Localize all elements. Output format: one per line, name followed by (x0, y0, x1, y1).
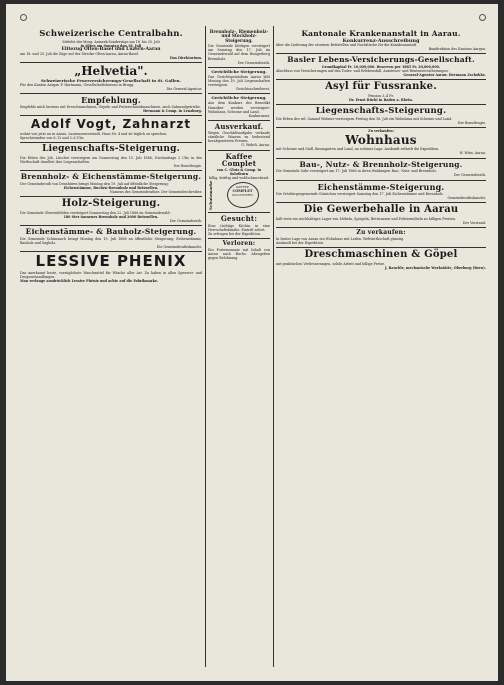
ad-body: Dr. Ernst Büchi in Baden a. Rhein. (349, 97, 413, 102)
coffee-stamp-logo (227, 182, 259, 208)
ad-body: Aus dem Konkurs des Benedikt Hunziker werden versteigert: Wohnhaus, Scheune und Land. (208, 101, 270, 114)
ad-title: Ausverkauf. (214, 121, 264, 131)
ad-brennholz (20, 171, 202, 197)
ad-body: wohnt von jetzt an in Aarau, Laurenzenvorstadt, Haus Nr. 4 und ist täglich zu sprechen. (20, 132, 168, 137)
ad-zahnarzt (20, 116, 202, 143)
ad-title: Adolf Vogt, Zahnarzt (30, 117, 192, 132)
ad-body: 180 Ster tannenes Brennholz und 2000 Reiswellen. (63, 214, 159, 219)
column-middle (208, 28, 270, 667)
ad-signature: Gemeinderathskanzlei. (447, 196, 486, 201)
ad-body: Die Gemeinde Suhr versteigert am 17. Juli 1886 in ihren Waldungen Bau-, Nutz- und Brennholz. (276, 169, 437, 174)
ad-gerichtlich-1 (208, 68, 270, 95)
ad-subtitle: Konkurrenz-Ausschreibung (342, 37, 420, 44)
ad-ausverkauf (208, 121, 270, 151)
column-left (20, 28, 202, 667)
ad-body: über die Lieferung der eisernen Bettstellen und Nachttische für die Krankenanstalt. (276, 42, 418, 47)
ad-title: Gerichtliche Steigerung. (211, 68, 267, 74)
ad-body: Empfehle mich bestens mit Dreschmaschinen, Göpeln und Futterschneidmaschinen, auch Zahnradgetriebe. (20, 105, 201, 110)
page-header-strip (20, 12, 486, 22)
stamp-main-text: COMPLET (232, 189, 253, 194)
ad-body: Grundkapital Fr. 10,000,000. Reserven per 1885 Fr. 20,000,000. (321, 64, 441, 69)
ad-signature: G. Wehrli, Aarau. (241, 143, 270, 148)
trademark-block (215, 180, 270, 210)
ad-title: Brennholz- & Eichenstämme-Steigerung. (20, 171, 202, 181)
ad-wohnhaus (276, 128, 486, 159)
ad-eichen-2 (276, 181, 486, 204)
ad-signature: Namens des Gemeinderathes: Der Gemeindeschreiber. (110, 189, 202, 194)
ad-title: Liegenschafts-Steigerung. (315, 105, 447, 116)
ad-title: Wohnhaus (345, 132, 417, 147)
ad-signature: J. Rauchle, mechanische Werkstätte, Oberburg (Bern). (385, 265, 486, 270)
ad-body: hält stets ein reichhaltiges Lager von Möbeln, Spiegeln, Bettwaaren und Polstermöbeln zu billigen Preisen. (276, 216, 456, 221)
ad-body: Eichenstämme, Buchen-Brennholz und Reiswellen. (63, 185, 159, 190)
ad-gerichtlich-2 (208, 94, 270, 121)
ad-body: Die Gemeinde Küttigen versteigert am Samstag den 17. Juli im Gemeindewald auf dem Hungerberg Brennholz. (208, 44, 270, 61)
ad-kaffee-complet (208, 151, 270, 214)
ad-body: Abschluss von Versicherungen auf den Todes- und Erlebensfall, Aussteuer- und Rentenversicherungen. (276, 68, 449, 73)
ad-title: Schweizerische Centralbahn. (39, 29, 183, 39)
ad-signature: Der Gemeinderath. (169, 218, 202, 223)
ad-liegenschaft-2 (276, 105, 486, 128)
ad-title: Zu verkaufen: (356, 228, 406, 236)
ad-gesucht (208, 213, 270, 239)
ad-signature: Der Gemeinderath. (237, 60, 270, 65)
ad-asyl (276, 80, 486, 105)
ad-holz (20, 197, 202, 226)
ad-signature: Der Beauftragte. (173, 163, 202, 168)
ad-title: Holz-Steigerung. (61, 198, 161, 210)
ad-signature: Gerichtsschreiberei. (235, 87, 270, 92)
ad-prefix: Zu verkaufen: (368, 128, 394, 133)
ad-title: Empfehlung. (81, 94, 141, 105)
ad-body: mit praktischen Verbesserungen, solide Arbeit und billige Preise. (276, 261, 386, 266)
ad-centralbahn (20, 28, 202, 63)
ad-subtitle: Schweizerische Feuerversicherungs-Gesellschaft in St. Gallen. (41, 77, 181, 83)
ad-liegenschaft (20, 143, 202, 171)
ad-verloren (208, 239, 270, 263)
newspaper-page (6, 4, 498, 681)
ad-body: In bester Lage von Aarau ein Wohnhaus mit Laden. Weltwirthschaft günstig. (276, 237, 405, 242)
ad-title: LESSIVE PHENIX (35, 251, 187, 270)
ad-title: Kantonale Krankenanstalt in Aarau. (301, 29, 461, 38)
ad-zu-verkaufen (276, 228, 486, 248)
ad-body: Die Gemeinde Schinznach bringt Montag den 19. Juli 1886 an öffentliche Steigerung: Eichenstämme, Bauholz und Sagholz. (20, 236, 202, 245)
ad-lessive-phenix (20, 252, 202, 285)
ad-title: Brennholz-, Riemenholz- und Stockholz-Steigerung. (209, 29, 269, 43)
ad-title: Gesucht: (220, 214, 258, 224)
ad-body: Sprechstunden von 8–12 und 2–6 Uhr. (20, 136, 84, 141)
ad-gewerbehalle (276, 203, 486, 228)
ad-basler-leben (276, 54, 486, 80)
ad-body: Ein Portemonnaie mit Inhalt von Aarau nach Buchs. Abzugeben gegen Belohnung. (208, 248, 270, 261)
ad-title: Basler Lebens-Versicherungs-Gesellschaft. (287, 55, 475, 65)
ad-line: Mittelst der Morg. Anmerk-Sonderzüge am 18. bis 25. Juli (62, 39, 160, 44)
ad-helvetia (20, 63, 202, 94)
ad-dreschmaschinen (276, 248, 486, 272)
ad-body: von C. Glutz & Comp. in Solothurn (216, 168, 262, 177)
ad-body: Eine tüchtige Köchin in eine Herrschaftsfamilie. Eintritt sofort. (208, 223, 270, 232)
ad-body: Zu erfragen bei der Expedition. (208, 231, 261, 236)
ad-title: Gerichtliche Steigerung. (211, 95, 267, 101)
ad-signature: Hermann & Comp. in Lenzburg. (143, 109, 202, 114)
ad-body: Die Gemeinde Oberentfelden versteigert Donnerstag den 22. Juli 1886 im Gemeindewald: (20, 210, 171, 215)
ad-signature: Die Gemeinderathskanzlei. (156, 244, 202, 249)
trademark-label: Schutzmarke (208, 180, 213, 211)
ad-signature: Das Direktorium. (170, 56, 202, 61)
stamp-top-text: KAFFEE (236, 185, 249, 190)
ad-body: Pension 3–4 Fr. (368, 93, 394, 98)
ad-title: Liegenschafts-Steigerung. (42, 144, 180, 155)
ad-title: Verloren: (222, 239, 256, 247)
ad-krankenanstalt (276, 28, 486, 54)
ad-title: Dreschmaschinen & Göpel (304, 249, 458, 261)
ad-title: Eichenstämme- & Bauholz-Steigerung. (25, 226, 197, 236)
column-divider (205, 26, 206, 667)
ad-subtitle: Elitezug Olten-Basel und Luzern-Aarau (61, 46, 161, 52)
ad-title: Bau-, Nutz- & Brennholz-Steigerung. (299, 159, 463, 169)
ad-signature: Die General-Agentur. (166, 86, 202, 91)
ad-body: mit Scheune und Stall, Baumgarten und Land, an schöner Lage. Auskunft ertheilt die Expedition. (276, 147, 440, 152)
ad-signature: Baudirektion des Kantons Aargau. (428, 46, 486, 51)
ad-body: Das anerkannt beste, vorzüglichste Waschmittel für Wäsche aller Art. Zu haben in allen Spezerei- und Droguenhandlungen. (20, 270, 202, 279)
ad-body: Die Erben des sel. Samuel Widmer versteigern Freitag den 16. Juli ein Wohnhaus mit Scheune und Land. (276, 116, 453, 121)
ad-signature: Der Beauftragte. (457, 120, 486, 125)
ad-body: Der Gemeinderath von Densbüren bringt Montag den 19. Juli auf öffentliche Steigerung: (20, 181, 169, 186)
ad-body: Das Gerichtspräsidium Aarau läßt Montag den 19. Juli Liegenschaften versteigern. (208, 74, 270, 88)
ad-eichenstaemme (20, 226, 202, 252)
trademark-row (208, 180, 270, 210)
ad-body: Auskunft bei der Expedition. (276, 241, 324, 246)
ad-title: Eichenstämme-Steigerung. (317, 181, 445, 192)
ad-title: „Helvetia". (74, 64, 148, 79)
ad-title: Die Gewerbehalle in Aarau (303, 204, 459, 216)
ad-body: billig, kräftig und wohlschmeckend. (208, 176, 270, 181)
registration-mark-icon (479, 14, 486, 21)
ad-empfehlung (20, 94, 202, 117)
column-divider (273, 26, 274, 667)
ad-signature: General-Agentur Aarau: Hermann Zschokke. (403, 73, 486, 78)
ad-signature: Konkursamt. (248, 113, 270, 118)
registration-mark-icon (20, 14, 27, 21)
ad-body: Wegen Geschäftsaufgabe verkaufe sämtliche Waaren zu bedeutend herabgesetzten Preisen. (208, 131, 270, 144)
ad-line: in Olten am Sonntag den 18. Juli (80, 43, 142, 48)
ad-body: Die Erben des Joh. Lüscher versteigern am Donnerstag den 15. Juli 1886, Nachmittags 2 Uhr, in der Wirthschaft daselbst ihre Liegenschaften. (20, 155, 202, 164)
ad-body: Man verlange ausdrücklich Lessive Phénix und achte auf die Fabrikmarke. (20, 278, 159, 283)
stamp-bottom-text: SOLOTHURN (232, 193, 253, 198)
ad-title: Kaffee Complet (221, 151, 257, 168)
ad-body: Die Ortsbürgergemeinde Gränichen versteigert Samstag den 17. Juli Eichenstämme und Brennholz. (276, 191, 444, 196)
ad-signature: Der Vorstand. (462, 220, 486, 225)
ad-body: Für den Kanton Aargau F. Hartmann, Gesellschaftsbureau in Brugg. (20, 82, 135, 87)
ad-body: am 18. und 25. Juli die Züge auf der Strecke Olten-Aarau, Aarau-Basel. (20, 51, 140, 56)
ad-bauholz (276, 159, 486, 181)
column-right (276, 28, 486, 667)
ad-signature: Der Gemeinderath. (453, 173, 486, 178)
ad-signature: W. Wüst, Aarau. (459, 151, 486, 156)
ad-title: Asyl für Fussranke. (325, 81, 437, 93)
ad-stockholz (208, 28, 270, 68)
